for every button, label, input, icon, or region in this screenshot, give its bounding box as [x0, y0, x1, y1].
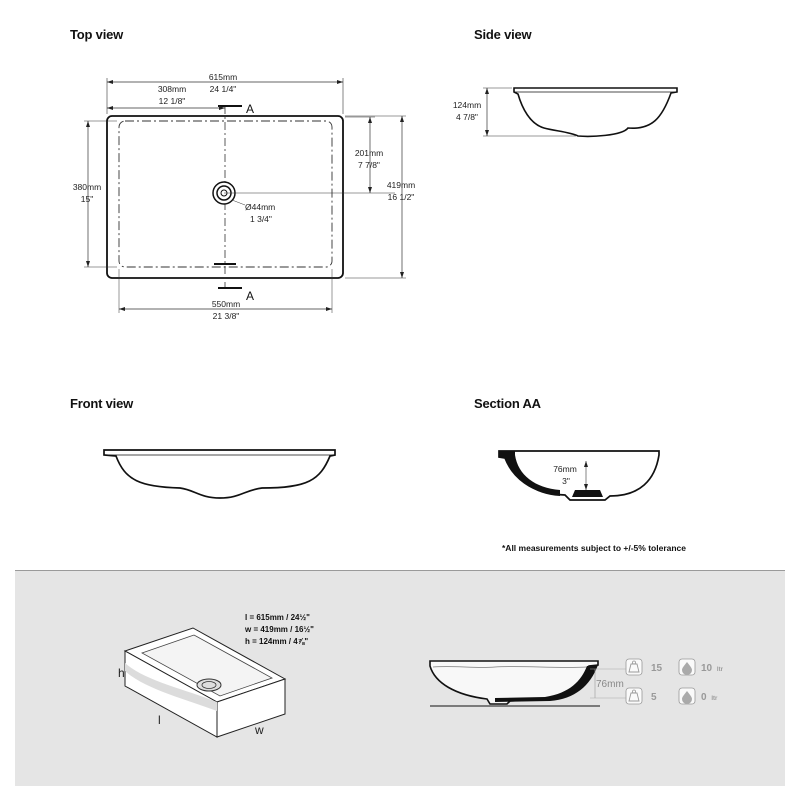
basin-front-profile — [104, 450, 335, 498]
iso-label-w: w — [255, 723, 264, 737]
dim-offset-mm: 308mm — [157, 84, 187, 94]
weight-icon — [626, 659, 642, 675]
dim-section-depth-in: 3" — [562, 476, 570, 486]
dim-inner-depth-in: 7 7/8" — [358, 160, 380, 170]
dim-drain-in: 1 3/4" — [250, 214, 272, 224]
spec-height: h = 124mm / 4⅞" — [245, 637, 309, 646]
spec-width: w = 419mm / 16½" — [245, 625, 314, 634]
weight-icon-lower — [626, 688, 642, 704]
dim-height-mm: 124mm — [452, 100, 482, 110]
top-view-drawing — [73, 72, 415, 321]
volume-bottom-value: 0 ltr — [701, 692, 718, 703]
iso-drain-icon — [197, 679, 221, 691]
dim-height-in: 4 7/8" — [456, 112, 478, 122]
weight-top-value: 15 — [651, 663, 663, 674]
basin-side-profile — [514, 88, 677, 136]
dim-overall-width-mm: 615mm — [208, 72, 238, 82]
dim-section-depth-mm: 76mm — [553, 464, 577, 474]
section-aa-drawing — [499, 451, 659, 500]
dim-overall-width-in: 24 1/4" — [209, 84, 237, 94]
dim-bowl-depth-mm: 380mm — [72, 182, 102, 192]
dim-bowl-width-in: 21 3/8" — [212, 311, 240, 321]
bottom-info-panel — [15, 570, 785, 786]
water-drop-icon-lower — [679, 688, 695, 704]
heading-section-aa: Section AA — [474, 396, 541, 411]
dim-overall-depth-mm: 419mm — [386, 180, 416, 190]
dim-bowl-depth-in: 15" — [80, 194, 94, 204]
iso-label-l: l — [158, 713, 161, 727]
capacity-depth-label: 76mm — [596, 679, 624, 690]
heading-top-view: Top view — [70, 27, 124, 42]
side-view-drawing — [453, 88, 677, 136]
volume-top-value: 10 ltr — [701, 663, 723, 674]
iso-label-h: h — [118, 666, 125, 680]
weight-bottom-value: 5 — [651, 692, 657, 703]
water-drop-icon — [679, 659, 695, 675]
spec-length: l = 615mm / 24½" — [245, 613, 310, 622]
heading-side-view: Side view — [474, 27, 532, 42]
front-view-drawing — [104, 450, 335, 498]
section-marker-top: A — [246, 102, 255, 116]
dim-inner-depth-mm: 201mm — [354, 148, 384, 158]
dim-bowl-width-mm: 550mm — [211, 299, 241, 309]
dim-overall-depth-in: 16 1/2" — [387, 192, 415, 202]
heading-front-view: Front view — [70, 396, 134, 411]
info-panel-graphics — [15, 571, 785, 786]
tolerance-note: *All measurements subject to +/-5% tolerance — [502, 543, 686, 553]
section-marker-bottom: A — [246, 289, 255, 303]
dim-offset-in: 12 1/8" — [158, 96, 186, 106]
dim-drain-mm: Ø44mm — [245, 202, 276, 212]
